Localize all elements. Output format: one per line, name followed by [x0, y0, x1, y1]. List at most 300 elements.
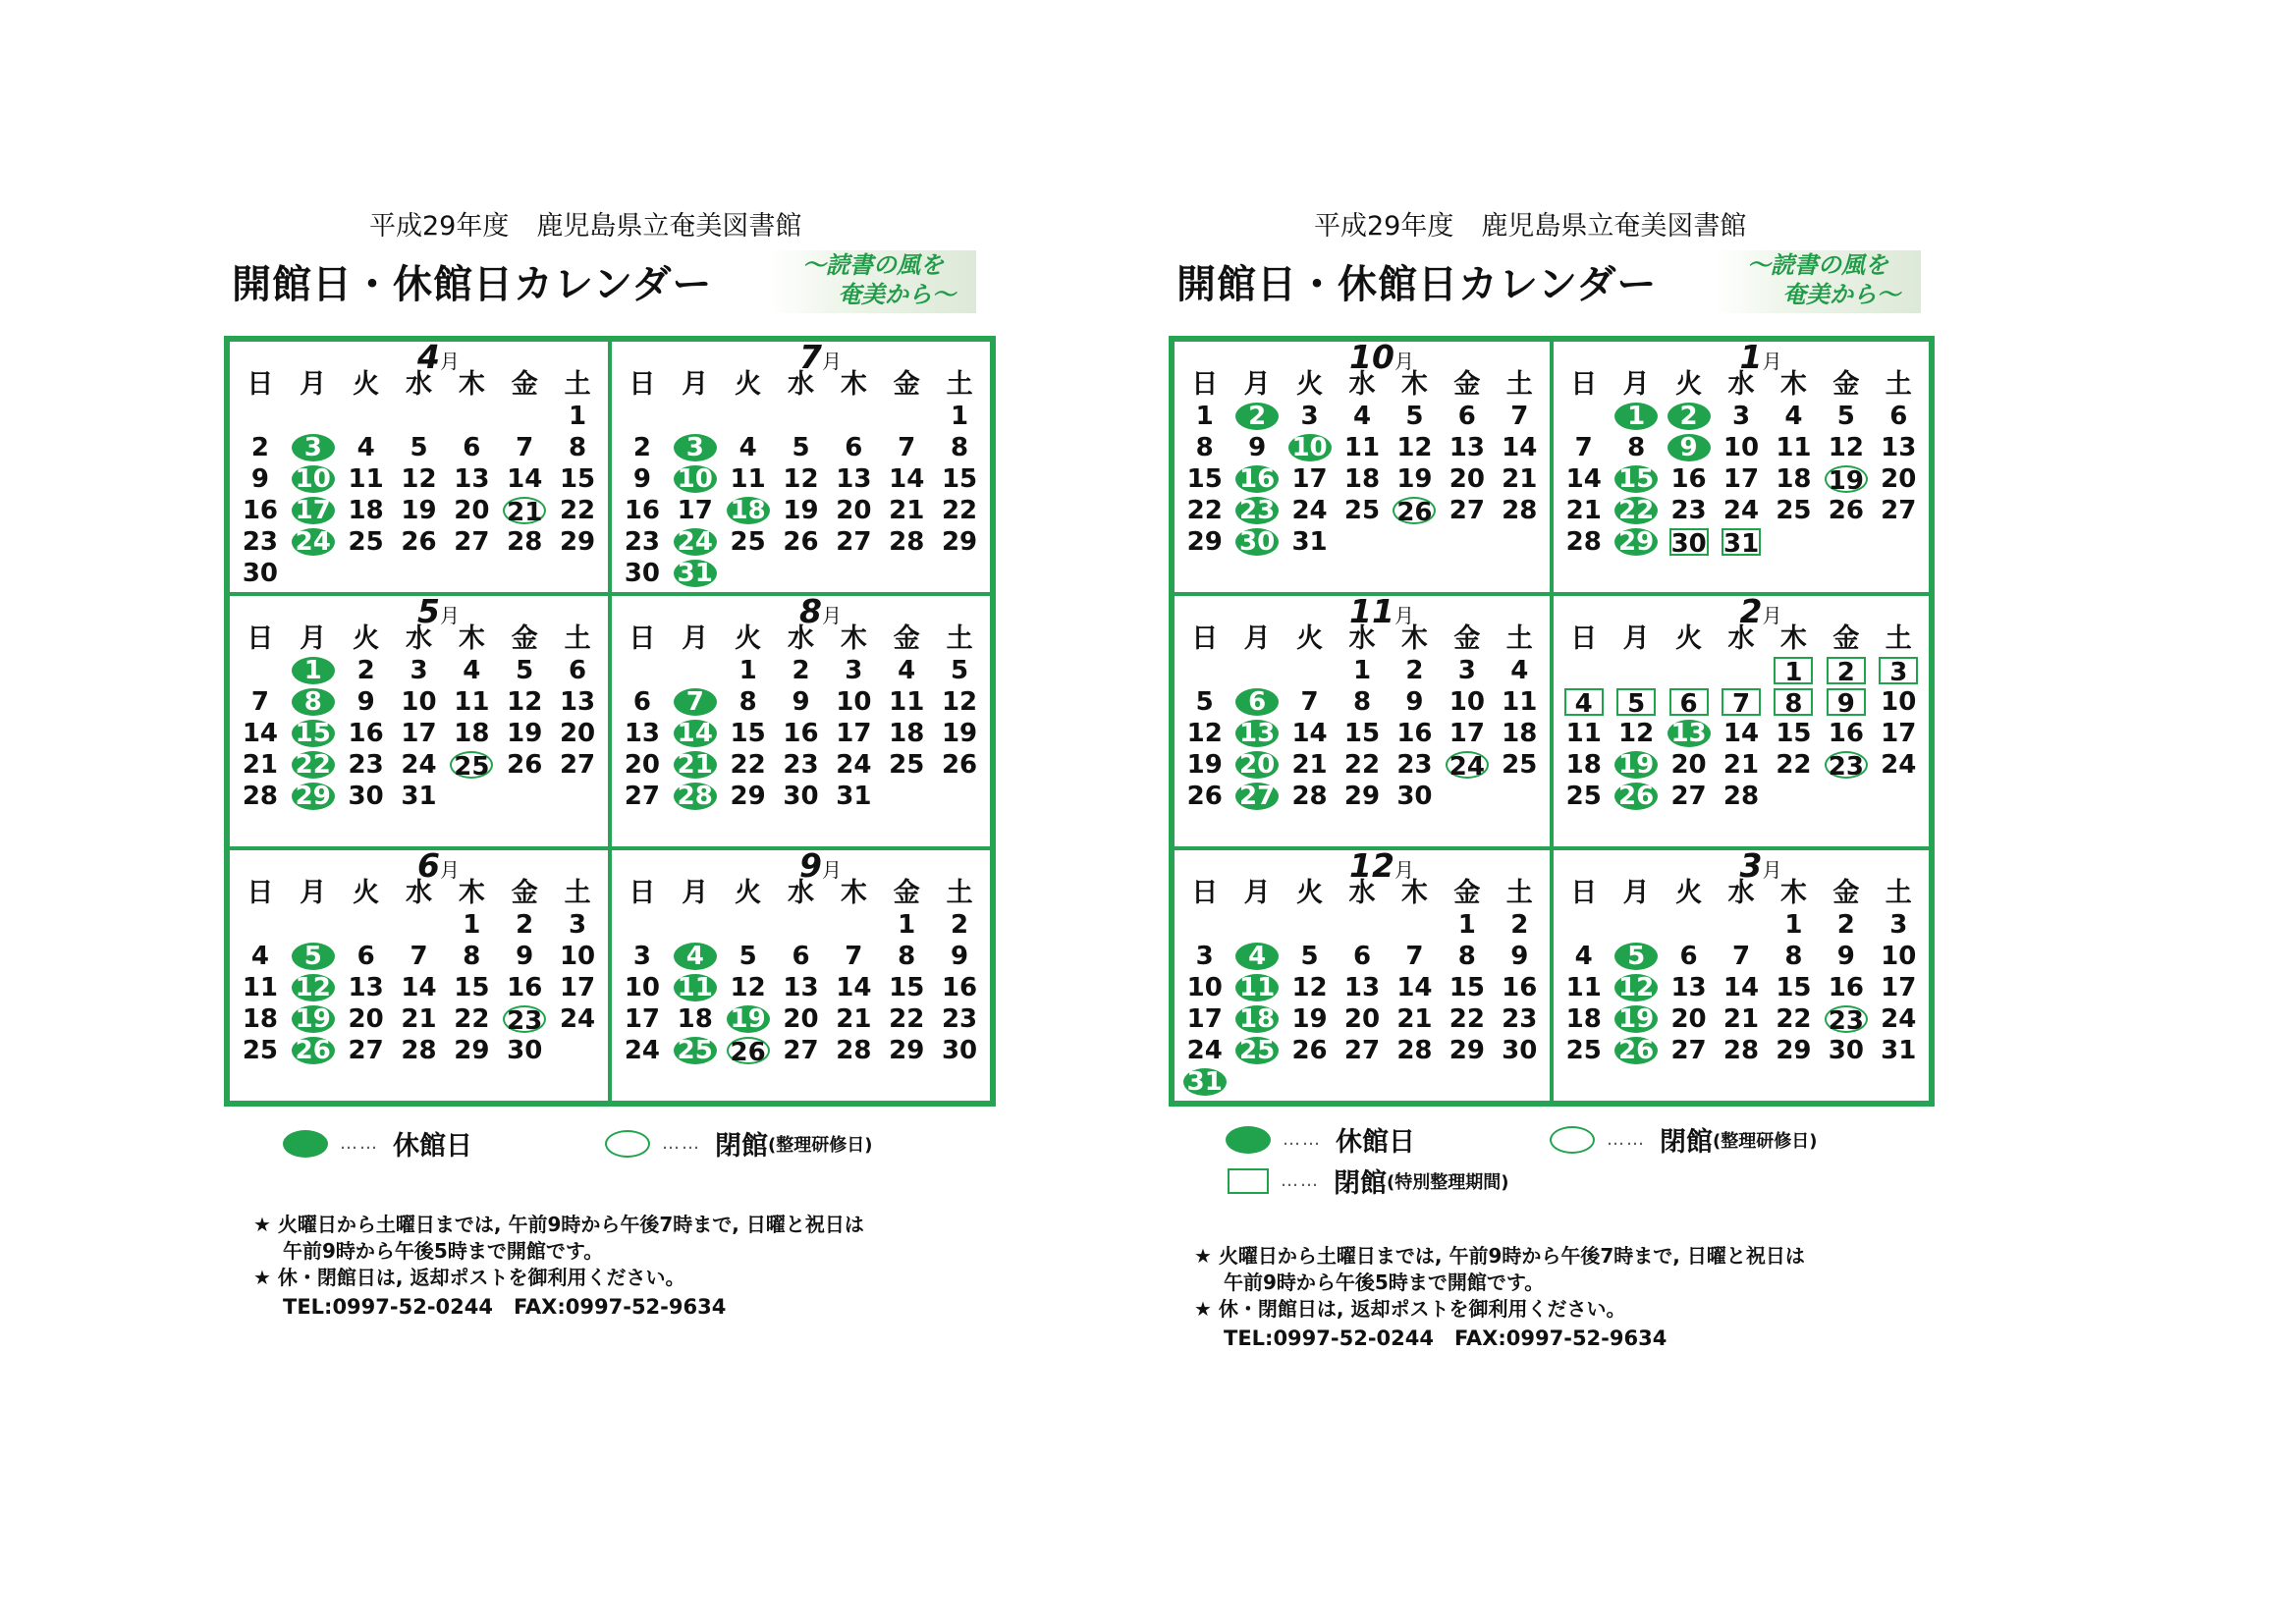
day-cell — [1663, 718, 1715, 749]
day-number: 6 — [1679, 942, 1698, 971]
day-number: 3 — [845, 656, 863, 685]
day-cell — [1820, 781, 1872, 812]
day-cell — [1494, 1066, 1546, 1098]
day-number: 21 — [242, 750, 279, 780]
week-row — [1178, 686, 1546, 718]
day-number: 12 — [401, 464, 437, 494]
day-number: 21 — [401, 1004, 437, 1034]
day-cell — [1610, 526, 1662, 558]
day-number: 22 — [1776, 750, 1812, 780]
day-cell — [775, 655, 828, 686]
day-cell — [1558, 718, 1610, 749]
day-number: 14 — [1291, 719, 1328, 748]
day-number: 4 — [738, 433, 757, 462]
day-number: 23 — [1670, 496, 1707, 525]
week-row — [1178, 495, 1546, 526]
day-cell — [1715, 655, 1767, 686]
day-number: 12 — [1396, 433, 1433, 462]
day-cell — [616, 463, 669, 495]
special-closure-day: 3 — [1879, 657, 1918, 684]
day-cell — [1441, 495, 1493, 526]
day-number: 18 — [242, 1004, 279, 1034]
day-number: 20 — [624, 750, 661, 780]
closed-day: 8 — [292, 688, 335, 716]
note-hours-cont: 午前9時から午後5時まで開館です。 — [283, 1239, 604, 1263]
closed-day: 22 — [1614, 497, 1658, 524]
day-cell — [1336, 1003, 1388, 1035]
special-closure-day: 2 — [1827, 657, 1866, 684]
day-number: 7 — [845, 942, 863, 971]
day-number: 6 — [632, 687, 651, 717]
day-number: 9 — [1405, 687, 1424, 717]
day-number: 7 — [898, 433, 916, 462]
day-number: 6 — [1889, 402, 1908, 431]
day-number: 29 — [1449, 1036, 1485, 1065]
day-cell — [722, 558, 775, 589]
special-closure-day: 4 — [1564, 688, 1604, 716]
day-cell — [1230, 749, 1283, 781]
weekday-label: 金 — [511, 369, 538, 400]
page-header — [224, 196, 1019, 336]
day-cell — [234, 1035, 287, 1066]
week-row — [234, 749, 604, 781]
day-cell — [1768, 526, 1820, 558]
week-row — [1178, 526, 1546, 558]
day-cell — [1230, 526, 1283, 558]
day-cell — [1558, 463, 1610, 495]
day-cell — [1558, 526, 1610, 558]
day-number: 13 — [559, 687, 596, 717]
week-row — [1178, 909, 1546, 941]
day-number: 16 — [1828, 973, 1864, 1002]
day-number: 7 — [1300, 687, 1319, 717]
day-cell — [1663, 686, 1715, 718]
day-cell — [722, 781, 775, 812]
day-cell — [1230, 463, 1283, 495]
month-label: 月 — [1394, 350, 1414, 373]
day-cell — [393, 1035, 446, 1066]
day-cell — [827, 526, 880, 558]
day-number: 21 — [1396, 1004, 1433, 1034]
day-cell — [1768, 909, 1820, 941]
day-cell — [1820, 495, 1872, 526]
day-number: 29 — [941, 527, 978, 557]
legend-item-shut — [1550, 1120, 1817, 1159]
day-cell — [1230, 941, 1283, 972]
day-cell — [1441, 526, 1493, 558]
day-cell — [551, 909, 604, 941]
day-cell — [551, 718, 604, 749]
day-cell — [287, 401, 340, 432]
closed-day: 17 — [292, 497, 335, 524]
day-number: 17 — [1722, 464, 1760, 494]
day-cell — [775, 972, 828, 1003]
day-number: 22 — [730, 750, 766, 780]
day-number: 28 — [1502, 496, 1538, 525]
closed-day: 1 — [1614, 403, 1658, 430]
day-number: 20 — [454, 496, 490, 525]
week-row — [1178, 401, 1546, 432]
day-cell — [775, 401, 828, 432]
day-cell — [616, 1003, 669, 1035]
day-cell — [775, 526, 828, 558]
day-cell — [393, 526, 446, 558]
day-cell — [880, 1003, 933, 1035]
day-cell — [1768, 972, 1820, 1003]
day-cell — [1336, 1035, 1388, 1066]
day-number: 13 — [1343, 973, 1381, 1002]
special-period-swatch — [1228, 1168, 1269, 1194]
day-number: 15 — [889, 973, 925, 1002]
day-number: 20 — [1670, 1004, 1707, 1034]
week-row — [616, 909, 986, 941]
weekday-label: 土 — [946, 623, 973, 654]
day-number: 20 — [1449, 464, 1485, 494]
day-number: 14 — [889, 464, 925, 494]
day-number: 19 — [941, 719, 978, 748]
day-number: 29 — [454, 1036, 490, 1065]
day-cell — [393, 432, 446, 463]
day-cell — [827, 1003, 880, 1035]
day-cell — [393, 1003, 446, 1035]
day-cell — [234, 401, 287, 432]
weekday-label: 木 — [1779, 623, 1807, 654]
week-row — [616, 1003, 986, 1035]
closed-day: 27 — [1235, 783, 1279, 810]
day-cell — [498, 749, 551, 781]
day-cell — [340, 718, 393, 749]
day-number: 9 — [356, 687, 375, 717]
day-cell — [234, 1003, 287, 1035]
day-cell — [234, 526, 287, 558]
day-number: 23 — [348, 750, 384, 780]
day-number: 2 — [951, 910, 969, 940]
weekday-label: 土 — [1505, 623, 1533, 654]
day-number: 17 — [624, 1004, 661, 1034]
weekday-label: 火 — [353, 623, 380, 654]
day-number: 16 — [1828, 719, 1864, 748]
day-cell — [1873, 909, 1925, 941]
day-cell — [393, 655, 446, 686]
day-cell — [1230, 1035, 1283, 1066]
day-number: 28 — [507, 527, 543, 557]
day-cell — [880, 655, 933, 686]
weekday-label: 土 — [564, 623, 591, 654]
month-grid — [1169, 336, 1935, 1107]
day-number: 11 — [1502, 687, 1538, 717]
day-cell — [393, 909, 446, 941]
week-row — [1558, 1035, 1925, 1066]
weekday-label: 月 — [300, 623, 327, 654]
weekday-label: 木 — [1400, 623, 1428, 654]
day-number: 14 — [1502, 433, 1538, 462]
weekday-label: 日 — [629, 369, 656, 400]
special-closure-day: 30 — [1670, 529, 1707, 559]
day-number: 12 — [507, 687, 543, 717]
day-cell — [880, 463, 933, 495]
day-cell — [551, 1003, 604, 1035]
day-cell — [1336, 718, 1388, 749]
note-return-post: ★ 休・閉館日は, 返却ポストを御利用ください。 — [1194, 1297, 1626, 1321]
day-number: 12 — [941, 687, 978, 717]
day-cell — [669, 718, 722, 749]
day-cell — [1873, 495, 1925, 526]
day-number: 15 — [559, 464, 596, 494]
month-label: 月 — [1394, 604, 1414, 627]
day-number: 17 — [1881, 719, 1917, 748]
week-row — [234, 909, 604, 941]
slogan-banner — [770, 250, 976, 313]
special-closure-day: 8 — [1774, 688, 1813, 716]
weekday-label: 土 — [1885, 878, 1912, 908]
day-cell — [775, 1035, 828, 1066]
week-row — [1558, 749, 1925, 781]
weekday-label: 土 — [564, 369, 591, 400]
day-cell — [1389, 909, 1441, 941]
day-cell — [1558, 401, 1610, 432]
day-cell — [340, 972, 393, 1003]
day-cell — [616, 558, 669, 589]
weekday-label: 土 — [1505, 878, 1533, 908]
weekday-label: 金 — [1832, 369, 1860, 400]
day-cell — [393, 558, 446, 589]
slogan-banner — [1715, 250, 1921, 313]
day-number: 4 — [1784, 402, 1803, 431]
weekday-header — [616, 623, 986, 655]
month-title — [1558, 846, 1925, 885]
weekday-label: 月 — [1243, 369, 1271, 400]
day-cell — [1284, 1066, 1336, 1098]
day-cell — [1178, 941, 1230, 972]
month-block — [228, 848, 610, 1103]
closed-day: 15 — [292, 720, 335, 747]
day-number: 17 — [559, 973, 596, 1002]
day-cell — [1558, 686, 1610, 718]
day-number: 4 — [250, 942, 269, 971]
day-cell — [1610, 972, 1662, 1003]
week-row — [1558, 1003, 1925, 1035]
day-number: 7 — [410, 942, 428, 971]
day-cell — [1558, 655, 1610, 686]
day-cell — [1494, 463, 1546, 495]
day-cell — [1284, 686, 1336, 718]
weekday-label: 金 — [1453, 878, 1481, 908]
day-number: 23 — [624, 527, 661, 557]
week-row — [234, 463, 604, 495]
day-number: 2 — [1836, 910, 1855, 940]
day-cell — [1389, 495, 1441, 526]
day-cell — [234, 432, 287, 463]
day-cell — [1336, 495, 1388, 526]
day-cell — [827, 718, 880, 749]
day-cell — [880, 909, 933, 941]
weekday-label: 日 — [1570, 623, 1598, 654]
day-cell — [1715, 781, 1767, 812]
week-row — [616, 495, 986, 526]
day-number: 11 — [1565, 719, 1602, 748]
day-number: 15 — [941, 464, 978, 494]
day-cell — [616, 781, 669, 812]
shut-day: 26 — [727, 1037, 770, 1064]
day-number: 13 — [348, 973, 384, 1002]
day-cell — [445, 909, 498, 941]
day-cell — [287, 558, 340, 589]
day-number: 28 — [1396, 1036, 1433, 1065]
day-number: 25 — [1502, 750, 1538, 780]
day-cell — [445, 1035, 498, 1066]
day-number: 24 — [559, 1004, 596, 1034]
day-cell — [1663, 463, 1715, 495]
day-number: 11 — [242, 973, 279, 1002]
day-cell — [1715, 495, 1767, 526]
day-number: 27 — [1449, 496, 1485, 525]
day-number: 18 — [454, 719, 490, 748]
day-number: 20 — [836, 496, 872, 525]
weekday-label: 月 — [1622, 369, 1650, 400]
week-row — [234, 495, 604, 526]
day-cell — [445, 655, 498, 686]
weekday-label: 金 — [893, 623, 920, 654]
week-row — [1178, 463, 1546, 495]
day-cell — [1284, 526, 1336, 558]
legend-leader-dots: …… — [1283, 1129, 1322, 1150]
month-block — [228, 594, 610, 848]
day-number: 30 — [1828, 1036, 1864, 1065]
day-cell — [1284, 1035, 1336, 1066]
day-cell — [1873, 781, 1925, 812]
week-row — [234, 781, 604, 812]
day-cell — [933, 909, 986, 941]
closed-day: 10 — [1288, 434, 1332, 461]
day-cell — [1820, 718, 1872, 749]
day-cell — [1178, 781, 1230, 812]
day-cell — [287, 1003, 340, 1035]
day-number: 14 — [836, 973, 872, 1002]
day-cell — [616, 495, 669, 526]
day-number: 6 — [569, 656, 587, 685]
day-cell — [1820, 1003, 1872, 1035]
week-row — [1558, 941, 1925, 972]
week-row — [1558, 909, 1925, 941]
legend-item-shut — [605, 1124, 872, 1163]
week-row — [1558, 463, 1925, 495]
month-number: 9 — [799, 846, 822, 885]
closed-day: 24 — [674, 528, 717, 556]
day-cell — [616, 686, 669, 718]
day-number: 25 — [1565, 1036, 1602, 1065]
closed-day: 16 — [1235, 465, 1279, 493]
day-number: 1 — [951, 402, 969, 431]
day-number: 2 — [516, 910, 534, 940]
week-row — [616, 941, 986, 972]
weekday-label: 木 — [840, 878, 867, 908]
month-number: 7 — [799, 338, 822, 376]
day-cell — [616, 972, 669, 1003]
day-cell — [880, 526, 933, 558]
day-cell — [234, 495, 287, 526]
weekday-label: 火 — [1675, 878, 1703, 908]
month-block — [1173, 340, 1552, 594]
legend-leader-dots: …… — [662, 1133, 701, 1154]
closed-day: 31 — [1183, 1068, 1227, 1096]
day-number: 21 — [889, 496, 925, 525]
closed-day: 3 — [292, 434, 335, 461]
day-number: 10 — [1449, 687, 1485, 717]
legend — [1169, 1107, 1964, 1222]
day-cell — [1820, 941, 1872, 972]
shut-day: 21 — [503, 497, 546, 524]
day-number: 16 — [1670, 464, 1707, 494]
day-number: 3 — [569, 910, 587, 940]
day-cell — [1768, 718, 1820, 749]
special-closure-day: 5 — [1616, 688, 1656, 716]
weekday-label: 日 — [246, 623, 274, 654]
day-number: 13 — [624, 719, 661, 748]
weekday-header — [616, 878, 986, 909]
day-cell — [1715, 401, 1767, 432]
day-cell — [1178, 909, 1230, 941]
day-number: 16 — [941, 973, 978, 1002]
day-cell — [1494, 401, 1546, 432]
day-cell — [287, 909, 340, 941]
closed-day: 21 — [674, 751, 717, 779]
closed-day: 4 — [1235, 943, 1279, 970]
day-number: 10 — [1722, 433, 1760, 462]
day-cell — [287, 718, 340, 749]
shut-day: 25 — [450, 751, 493, 779]
closed-day: 15 — [1614, 465, 1658, 493]
weekday-label: 水 — [1348, 369, 1376, 400]
day-cell — [551, 463, 604, 495]
day-cell — [1336, 401, 1388, 432]
day-number: 12 — [1828, 433, 1864, 462]
day-cell — [1768, 401, 1820, 432]
weekday-label: 日 — [629, 878, 656, 908]
weekday-label: 水 — [405, 623, 432, 654]
weekday-label: 火 — [1296, 369, 1324, 400]
shut-day: 26 — [1393, 497, 1436, 524]
day-cell — [340, 941, 393, 972]
day-number: 24 — [1881, 1004, 1917, 1034]
weekday-header — [616, 369, 986, 401]
day-cell — [722, 972, 775, 1003]
day-number: 18 — [1565, 750, 1602, 780]
day-cell — [616, 941, 669, 972]
slogan-line: 奄美から〜 — [1782, 280, 1900, 308]
day-number: 1 — [1457, 910, 1476, 940]
day-cell — [722, 1035, 775, 1066]
day-cell — [445, 495, 498, 526]
day-cell — [1873, 749, 1925, 781]
day-cell — [880, 558, 933, 589]
day-cell — [669, 1035, 722, 1066]
day-number: 5 — [792, 433, 810, 462]
weekday-label: 土 — [946, 369, 973, 400]
day-number: 14 — [1396, 973, 1433, 1002]
day-cell — [1715, 1035, 1767, 1066]
day-number: 27 — [1670, 1036, 1707, 1065]
week-row — [1558, 401, 1925, 432]
day-number: 4 — [1352, 402, 1372, 431]
day-number: 30 — [1502, 1036, 1538, 1065]
day-cell — [1336, 781, 1388, 812]
day-cell — [1820, 655, 1872, 686]
note-hours-cont: 午前9時から午後5時まで開館です。 — [1224, 1271, 1545, 1294]
day-number: 24 — [624, 1036, 661, 1065]
day-cell — [722, 941, 775, 972]
month-title — [616, 592, 986, 630]
month-number: 5 — [417, 592, 440, 630]
